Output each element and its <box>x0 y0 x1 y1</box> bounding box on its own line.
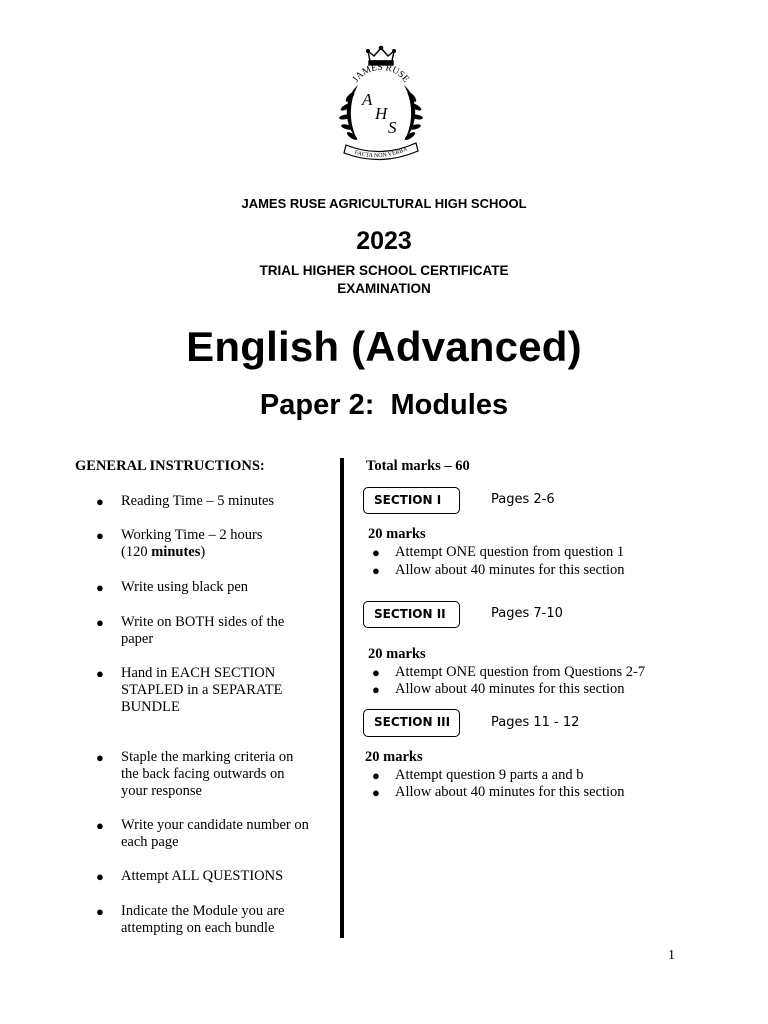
bullet-icon: ● <box>96 528 104 543</box>
crest-motto-top: JAMES RUSE <box>351 62 411 85</box>
instruction-item: ● Write on BOTH sides of the paper <box>96 614 285 647</box>
section-bullet: ● Allow about 40 minutes for this section <box>372 784 625 800</box>
section-pages: Pages 2-6 <box>491 492 555 507</box>
bullet-icon: ● <box>96 818 104 833</box>
section-bullet: ● Attempt ONE question from Questions 2-7 <box>372 664 646 680</box>
exam-title-line1: TRIAL HIGHER SCHOOL CERTIFICATE <box>259 263 509 278</box>
bullet-icon: ● <box>96 904 104 919</box>
section-bullet: ● Attempt question 9 parts a and b <box>372 767 584 783</box>
section-marks: 20 marks <box>368 646 426 662</box>
bullet-icon: ● <box>372 768 380 783</box>
section-bullet: ● Allow about 40 minutes for this section <box>372 562 625 578</box>
bullet-icon: ● <box>96 580 104 595</box>
bullet-icon: ● <box>372 563 380 578</box>
instruction-item: ● Attempt ALL QUESTIONS <box>96 868 284 884</box>
section-label-box: SECTION III <box>363 709 460 737</box>
bullet-icon: ● <box>372 545 380 560</box>
section-label-box: SECTION I <box>363 487 460 514</box>
section-pages: Pages 7-10 <box>491 606 563 621</box>
subject-title: English (Advanced) <box>186 323 582 370</box>
instruction-item: ● Hand in EACH SECTION STAPLED in a SEPARATE BUNDLE <box>96 665 283 715</box>
crest-letter-h: H <box>375 104 388 123</box>
instruction-item: ● Staple the marking criteria on the back facing outwards on your response <box>96 749 294 799</box>
column-divider <box>340 458 344 938</box>
bullet-icon: ● <box>96 750 104 765</box>
paper-title: Paper 2: Modules <box>259 389 509 421</box>
bullet-icon: ● <box>96 615 104 630</box>
section-bullet: ● Attempt ONE question from question 1 <box>372 544 625 560</box>
crest-letter-a: A <box>362 90 373 109</box>
instruction-item: ● Reading Time – 5 minutes <box>96 493 275 509</box>
instruction-item: ● Working Time – 2 hours (120 minutes) <box>96 527 263 560</box>
bullet-icon: ● <box>96 494 104 509</box>
section-marks: 20 marks <box>368 526 426 542</box>
total-marks: Total marks – 60 <box>366 458 470 474</box>
svg-text:JAMES RUSE <box>351 63 411 85</box>
page-number: 1 <box>668 948 675 963</box>
general-instructions-heading: GENERAL INSTRUCTIONS: <box>75 458 265 474</box>
section-pages: Pages 11 - 12 <box>491 715 580 730</box>
section-label-box: SECTION II <box>363 601 460 628</box>
school-crest-logo <box>332 45 430 163</box>
bullet-icon: ● <box>372 665 380 680</box>
instruction-item: ● Write your candidate number on each page <box>96 817 309 850</box>
section-bullet: ● Allow about 40 minutes for this section <box>372 681 625 697</box>
crown-icon <box>367 46 396 65</box>
bullet-icon: ● <box>372 785 380 800</box>
instruction-item: ● Write using black pen <box>96 579 249 595</box>
instruction-item: ● Indicate the Module you are attempting on each bundle <box>96 903 285 936</box>
exam-title-line2: EXAMINATION <box>337 281 431 296</box>
section-marks: 20 marks <box>365 749 423 765</box>
bullet-icon: ● <box>96 666 104 681</box>
bullet-icon: ● <box>96 869 104 884</box>
bullet-icon: ● <box>372 682 380 697</box>
exam-year: 2023 <box>356 227 412 255</box>
crest-letter-s: S <box>388 118 397 137</box>
school-name: JAMES RUSE AGRICULTURAL HIGH SCHOOL <box>241 196 527 211</box>
crest-motto-scroll: FACTA NON VERBA <box>353 146 409 160</box>
